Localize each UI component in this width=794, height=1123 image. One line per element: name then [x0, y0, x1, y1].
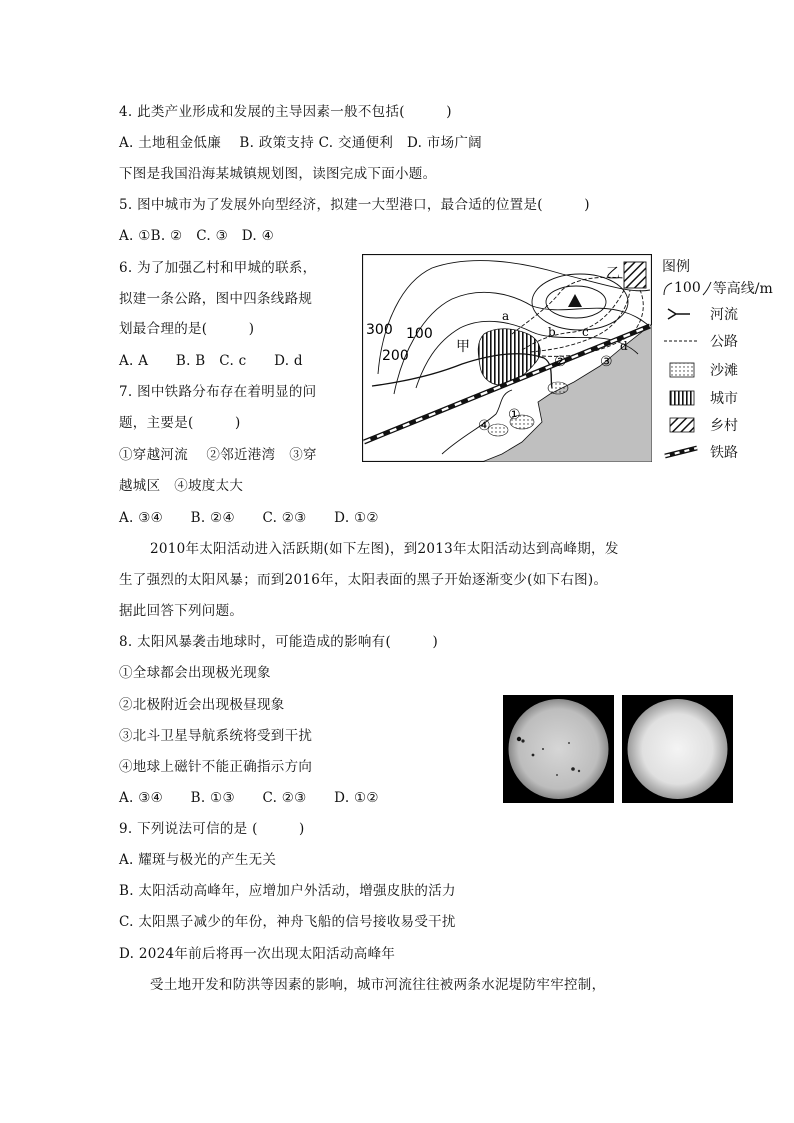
sun-intro-2: 生了强烈的太阳风暴；而到2016年，太阳表面的黑子开始逐渐变少(如下右图)。: [119, 572, 608, 588]
sun-image-active: [503, 695, 614, 803]
beach-3: [548, 382, 568, 394]
q9-option-d: D. 2024年前后将再一次出现太阳活动高峰年: [119, 946, 396, 962]
legend-contour-label: 等高线/m: [712, 281, 773, 297]
legend-beach: [662, 360, 738, 380]
sun-intro-3: 据此回答下列问题。: [119, 603, 244, 619]
legend-beach-label: 沙滩: [710, 363, 738, 379]
contour-slash-icon: [701, 279, 713, 297]
railway-symbol-icon: [662, 443, 700, 461]
label-300: 300: [366, 322, 393, 338]
sunspot: [517, 737, 521, 741]
legend-railway-label: 铁路: [710, 445, 738, 461]
label-route-d: d: [620, 339, 628, 353]
q7-stem-2: 题，主要是( ): [119, 415, 241, 431]
q6-stem-3: 划最合理的是( ): [119, 321, 255, 337]
q8-options: A. ③④ B. ①③ C. ②③ D. ①②: [119, 790, 379, 806]
village-symbol-icon: [662, 416, 700, 434]
legend-railway: [662, 442, 738, 462]
sun-disk-active: [509, 699, 609, 799]
map-legend: [662, 256, 794, 466]
legend-village-label: 乡村: [710, 418, 738, 434]
label-site-4: ④: [478, 418, 491, 434]
label-200: 200: [382, 348, 409, 364]
label-route-b: b: [548, 325, 556, 339]
q5-stem: 5. 图中城市为了发展外向型经济，拟建一大型港口，最合适的位置是( ): [119, 197, 590, 213]
q9-option-c: C. 太阳黑子减少的年份，神舟飞船的信号接收易受干扰: [119, 914, 456, 930]
sunspot: [556, 774, 558, 776]
beach-4: [488, 424, 508, 436]
q7-stem-1: 7. 图中铁路分布存在着明显的问: [119, 384, 317, 400]
q6-stem-2: 拟建一条公路，图中四条线路规: [119, 291, 313, 307]
q4-options: A. 土地租金低廉 B. 政策支持 C. 交通便利 D. 市场广阔: [119, 135, 482, 151]
q7-items-2: 越城区 ④坡度太大: [119, 478, 244, 494]
label-site-1: ①: [508, 407, 521, 423]
sunspot: [578, 770, 580, 772]
q5-options: A. ①B. ② C. ③ D. ④: [119, 228, 275, 244]
next-passage: 受土地开发和防洪等因素的影响，城市河流往往被两条水泥堤防牢牢控制，: [150, 977, 606, 993]
contour-symbol-icon: [662, 279, 674, 297]
sunspot: [568, 742, 570, 744]
legend-contour-value: 100: [674, 280, 701, 296]
legend-contour: [662, 278, 773, 298]
village-yi-area: [624, 262, 646, 288]
city-symbol-icon: [662, 389, 700, 407]
legend-village: [662, 415, 738, 435]
map-intro: 下图是我国沿海某城镇规划图，读图完成下面小题。: [119, 166, 437, 182]
q9-stem: 9. 下列说法可信的是 ( ): [119, 821, 305, 837]
beach-symbol-icon: [662, 361, 700, 379]
label-100: 100: [406, 326, 433, 342]
legend-title: 图例: [662, 259, 690, 275]
q8-stem: 8. 太阳风暴袭击地球时，可能造成的影响有( ): [119, 634, 439, 650]
q9-option-b: B. 太阳活动高峰年，应增加户外活动，增强皮肤的活力: [119, 883, 456, 899]
q9-option-a: A. 耀斑与极光的产生无关: [119, 852, 277, 868]
label-yi: 乙: [606, 266, 620, 282]
q7-items-1: ①穿越河流 ②邻近港湾 ③穿: [119, 447, 317, 463]
river-symbol-icon: [662, 305, 700, 323]
label-site-3: ③: [600, 354, 613, 370]
q8-item-1: ①全球都会出现极光现象: [119, 665, 271, 681]
q6-options: A. A B. B C. c D. d: [119, 353, 303, 369]
sunspot: [521, 739, 524, 742]
sun-intro-1: 2010年太阳活动进入活跃期(如下左图)，到2013年太阳活动达到高峰期，发: [150, 541, 619, 557]
sun-image-quiet: [622, 695, 733, 803]
q7-options: A. ③④ B. ②④ C. ②③ D. ①②: [119, 510, 379, 526]
town-planning-map: [362, 254, 652, 462]
legend-city-label: 城市: [710, 391, 738, 407]
label-route-c: c: [582, 325, 589, 339]
label-jia: 甲: [456, 339, 470, 355]
legend-road: [662, 331, 738, 351]
q4-stem: 4. 此类产业形成和发展的主导因素一般不包括( ): [119, 104, 452, 120]
legend-river-label: 河流: [710, 307, 738, 323]
legend-river: [662, 304, 738, 324]
q8-item-3: ③北斗卫星导航系统将受到干扰: [119, 728, 313, 744]
sun-disk-quiet: [628, 699, 728, 799]
sunspot: [571, 767, 575, 771]
sunspot: [542, 748, 544, 750]
q6-stem-1: 6. 为了加强乙村和甲城的联系，: [119, 260, 317, 276]
label-site-2: ②: [554, 354, 567, 370]
sunspot: [532, 754, 535, 757]
q8-item-2: ②北极附近会出现极昼现象: [119, 697, 285, 713]
legend-city: [662, 388, 738, 408]
q8-item-4: ④地球上磁针不能正确指示方向: [119, 759, 313, 775]
road-symbol-icon: [662, 332, 700, 350]
legend-road-label: 公路: [710, 334, 738, 350]
label-route-a: a: [502, 309, 510, 323]
